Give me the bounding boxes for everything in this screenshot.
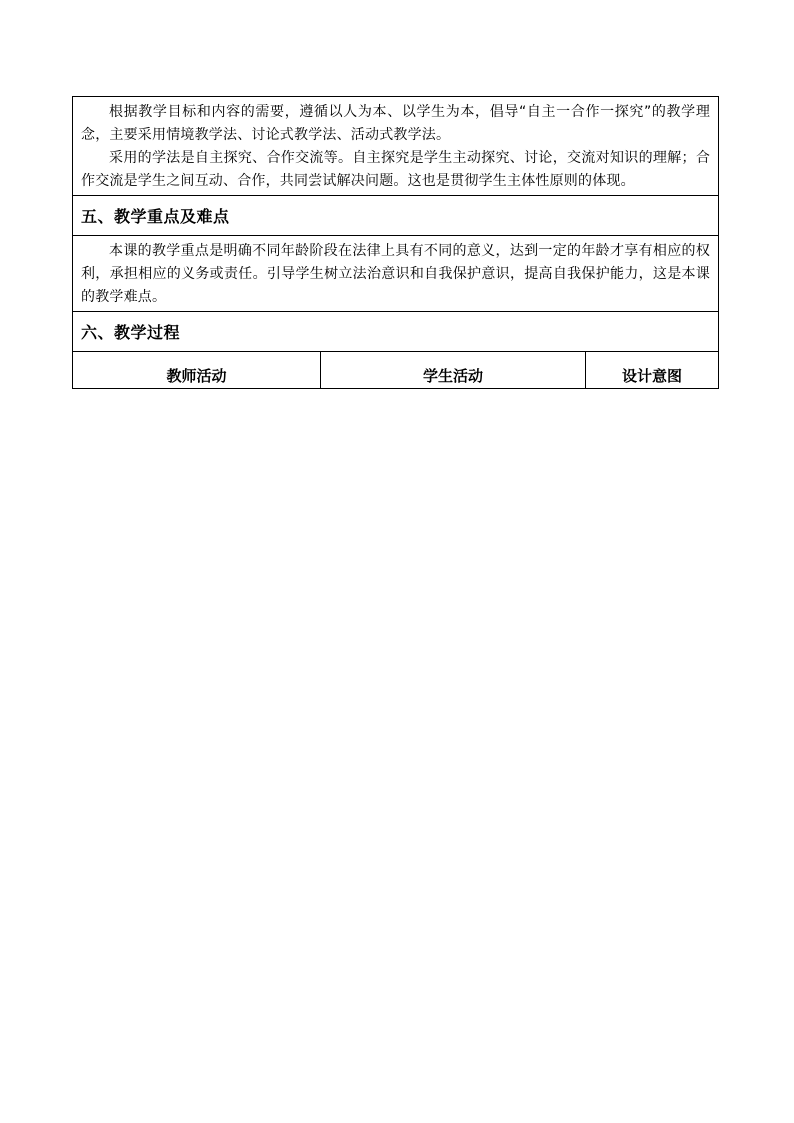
key-points-heading-row (73, 196, 719, 236)
methods-cell (73, 97, 719, 196)
column-header-design-intent: 设计意图 (586, 352, 719, 389)
key-points-paragraph: 本课的教学重点是明确不同年龄阶段在法律上具有不同的意义，达到一定的年龄才享有相应的权利，承担相应的义务或责任。引导学生树立法治意识和自我保护意识，提高自我保护能力，这是本课的教学难点。 (81, 243, 711, 305)
process-heading-row (73, 312, 719, 352)
methods-row (73, 97, 719, 196)
process-columns-row (73, 352, 719, 389)
column-header-student-activity: 学生活动 (321, 352, 586, 389)
process-heading: 六、教学过程 (73, 312, 719, 352)
key-points-row (73, 236, 719, 312)
methods-paragraph-1: 根据教学目标和内容的需要，遵循以人为本、以学生为本，倡导“自主一合作一探究”的教学理念，主要采用情境教学法、讨论式教学法、活动式教学法。 (81, 104, 711, 143)
key-points-cell (73, 236, 719, 312)
lesson-plan-table (72, 96, 719, 389)
key-points-heading: 五、教学重点及难点 (73, 196, 719, 236)
column-header-teacher-activity: 教师活动 (73, 352, 321, 389)
methods-paragraph-2: 采用的学法是自主探究、合作交流等。自主探究是学生主动探究、讨论，交流对知识的理解；合作交流是学生之间互动、合作，共同尝试解决问题。这也是贯彻学生主体性原则的体现。 (81, 150, 711, 189)
